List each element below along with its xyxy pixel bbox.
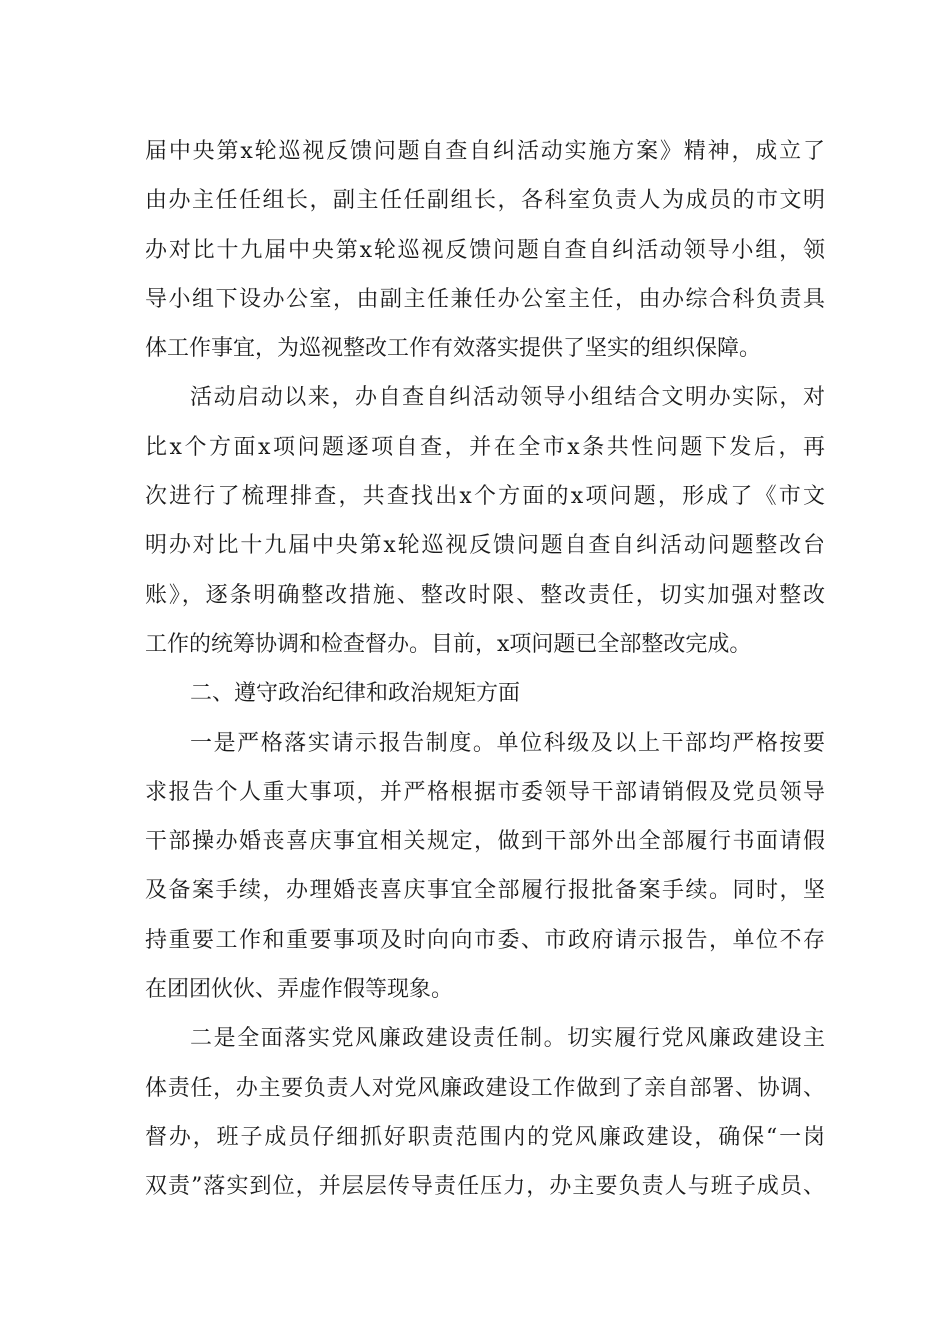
text-line: 届中央第x轮巡视反馈问题自查自纠活动实施方案》精神，成立了: [145, 139, 825, 164]
text-line: 体责任，办主要负责人对党风廉政建设工作做到了亲自部署、协调、: [145, 1075, 825, 1101]
text-line: 督办，班子成员仔细抓好职责范围内的党风廉政建设，确保“一岗: [145, 1124, 825, 1150]
text-line: 导小组下设办公室，由副主任兼任办公室主任，由办综合科负责具: [145, 286, 825, 312]
text-line: 持重要工作和重要事项及时向向市委、市政府请示报告，单位不存: [145, 927, 825, 953]
text-line: 干部操办婚丧喜庆事宜相关规定，做到干部外出全部履行书面请假: [145, 829, 825, 855]
text-line: 一是严格落实请示报告制度。单位科级及以上干部均严格按要: [190, 730, 825, 756]
text-line: 活动启动以来，办自查自纠活动领导小组结合文明办实际，对: [190, 385, 825, 411]
text-line: 体工作事宜，为巡视整改工作有效落实提供了坚实的组织保障。: [145, 336, 762, 362]
text-line: 次进行了梳理排查，共查找出x个方面的x项问题，形成了《市文: [145, 484, 825, 510]
text-line: 在团团伙伙、弄虚作假等现象。: [145, 977, 454, 1003]
text-line: 账》，逐条明确整改措施、整改时限、整改责任，切实加强对整改: [145, 582, 825, 608]
text-line: 工作的统筹协调和检查督办。目前，x项问题已全部整改完成。: [145, 631, 752, 657]
text-line: 及备案手续，办理婚丧喜庆事宜全部履行报批备案手续。同时，坚: [145, 878, 825, 904]
text-line: 明办对比十九届中央第x轮巡视反馈问题自查自纠活动问题整改台: [145, 533, 825, 559]
text-line: 办对比十九届中央第x轮巡视反馈问题自查自纠活动领导小组，领: [145, 237, 825, 263]
document-body: [145, 127, 825, 1212]
text-line: 比x个方面x项问题逐项自查，并在全市x条共性问题下发后，再: [145, 434, 825, 460]
text-line: 二是全面落实党风廉政建设责任制。切实履行党风廉政建设主: [190, 1026, 825, 1052]
text-line: 由办主任任组长，副主任任副组长，各科室负责人为成员的市文明: [145, 188, 825, 214]
section-heading: 二、遵守政治纪律和政治规矩方面: [190, 681, 521, 707]
text-line: 求报告个人重大事项，并严格根据市委领导干部请销假及党员领导: [145, 779, 825, 805]
text-line: 双责”落实到位，并层层传导责任压力，办主要负责人与班子成员、: [145, 1174, 825, 1200]
